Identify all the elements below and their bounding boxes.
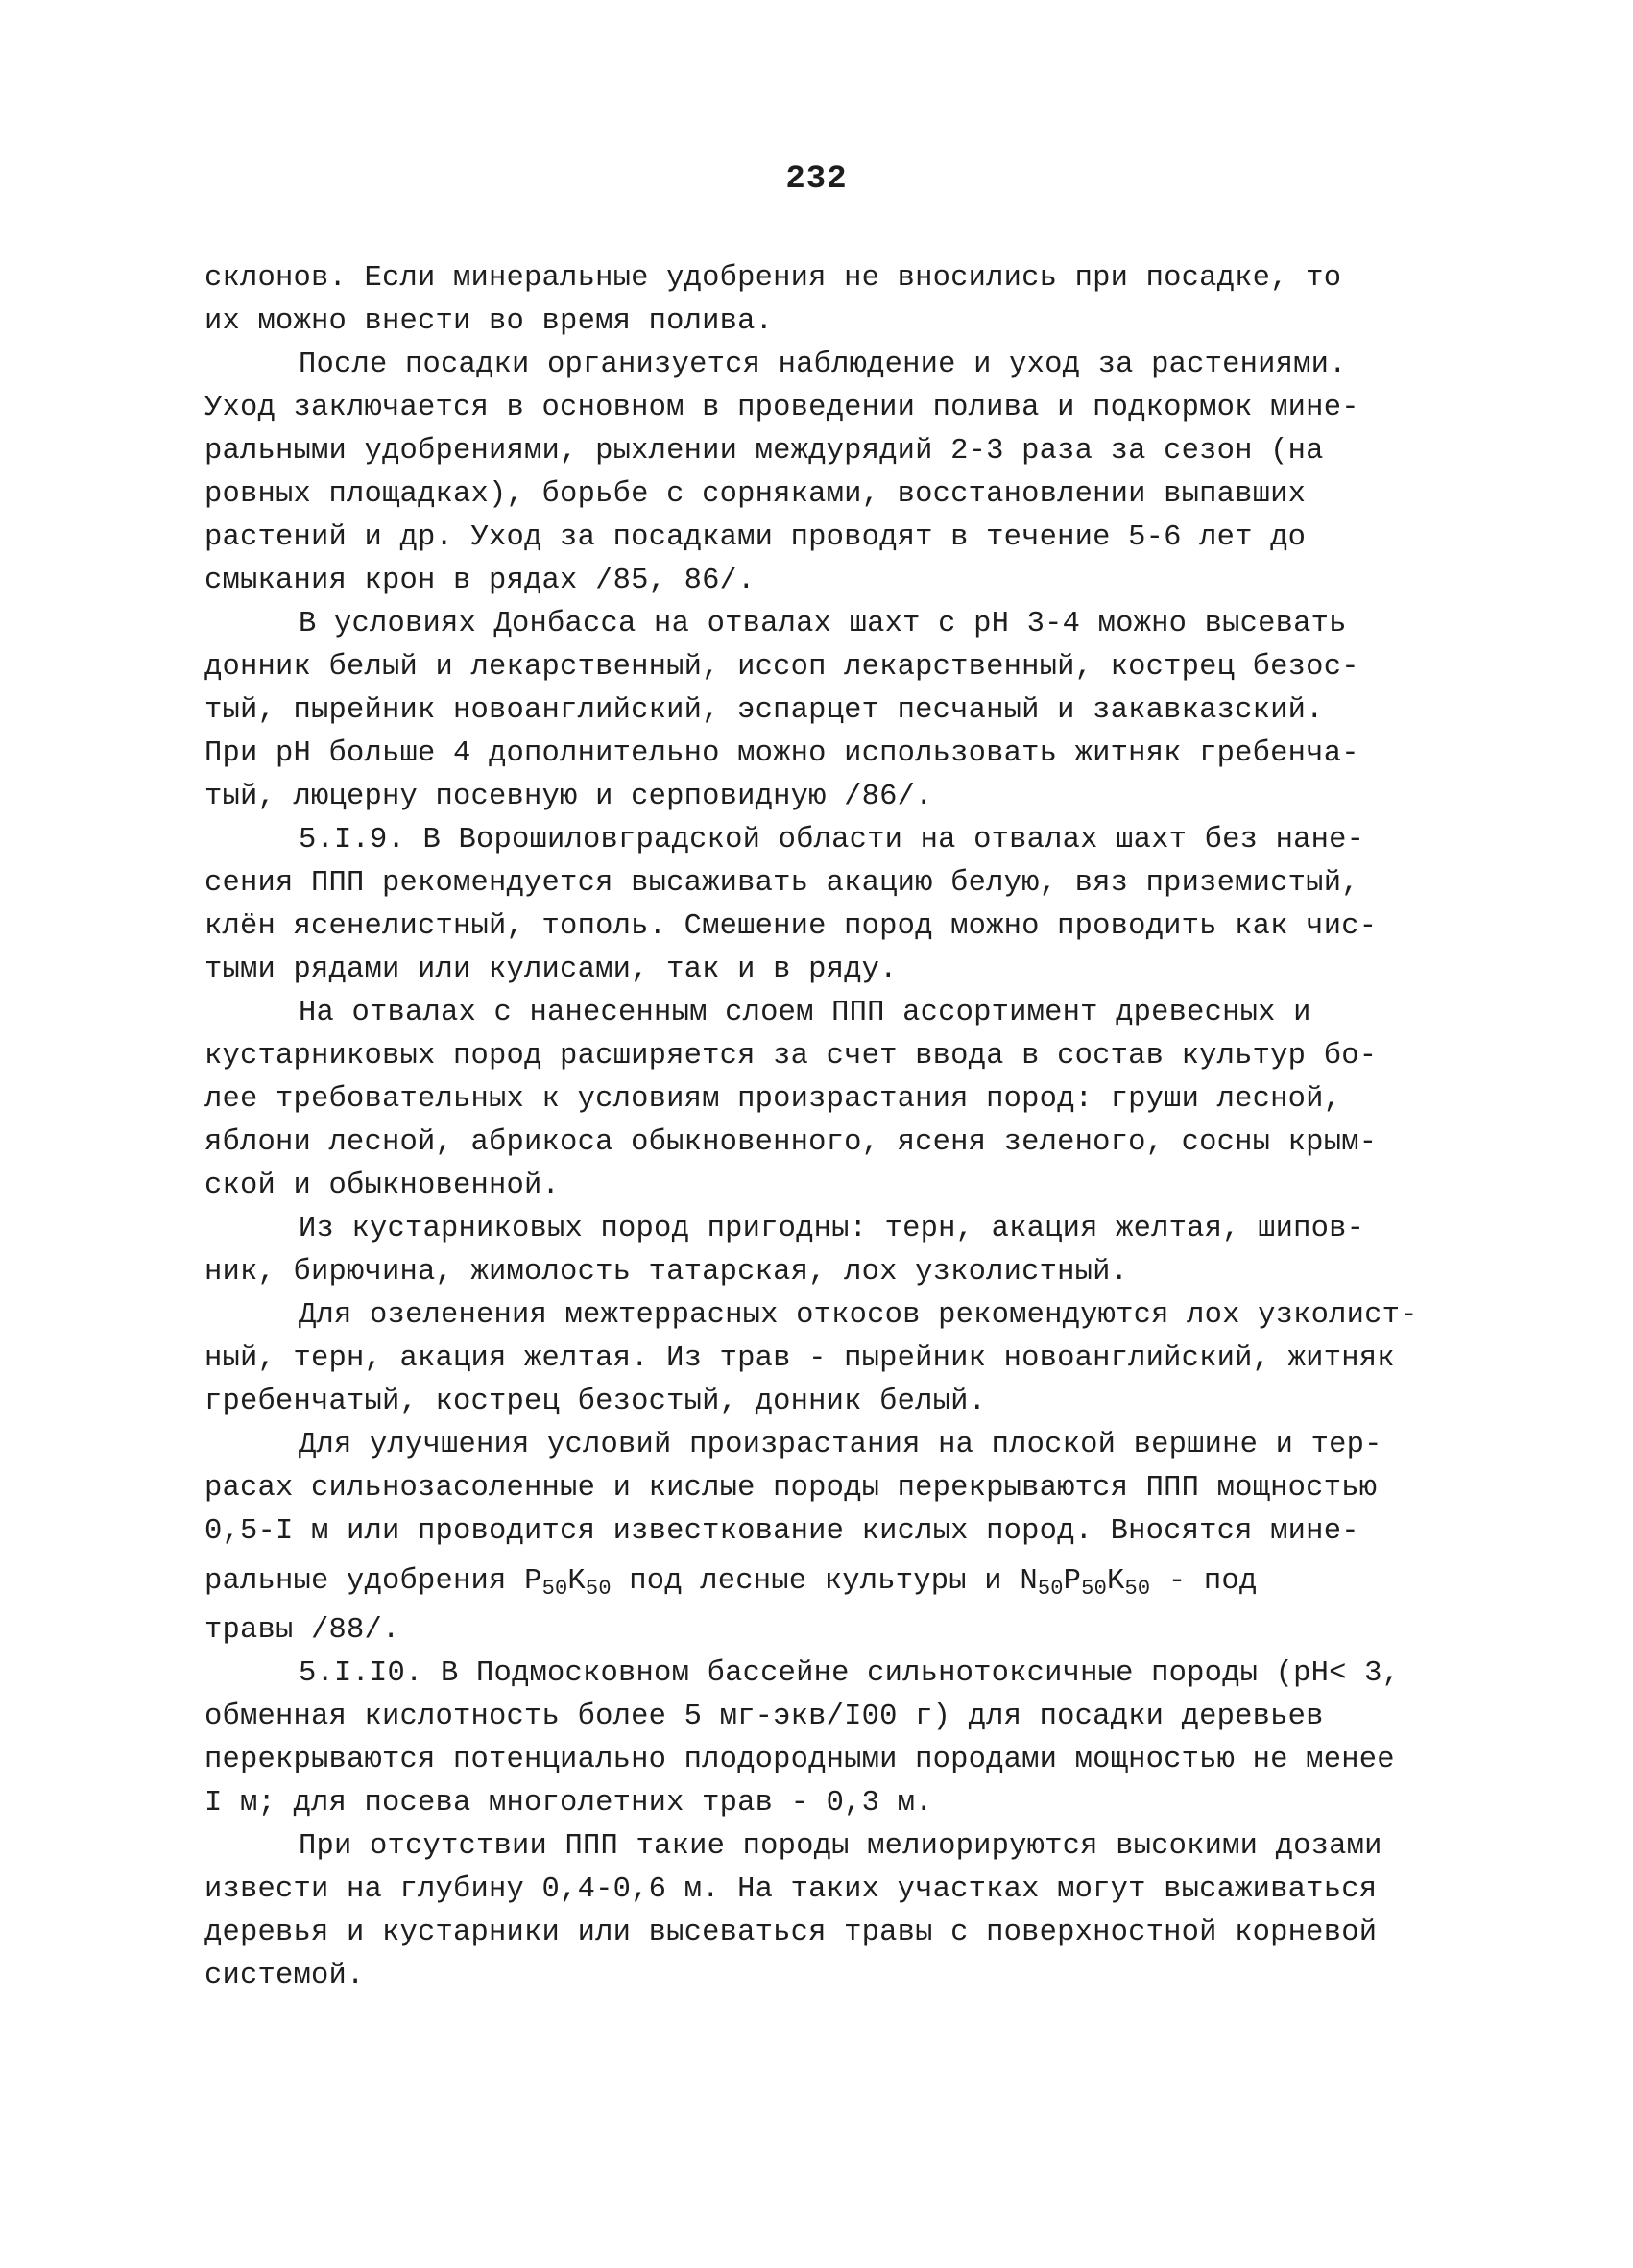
text-fragment: ральные удобрения xyxy=(204,1565,507,1598)
text-line: растений и др. Уход за посадками проводят в течение 5-6 лет до xyxy=(204,521,1307,554)
text-line: извести на глубину 0,4-0,6 м. На таких участках могут высаживаться xyxy=(204,1873,1378,1906)
text-line: системой. xyxy=(204,1960,365,1992)
text-line: склонов. Если минеральные удобрения не вносились при посадке, то xyxy=(204,262,1342,295)
text-fragment: - под xyxy=(1167,1565,1258,1598)
text-line: тый, люцерну посевную и серповидную /86/. xyxy=(204,781,933,813)
text-line: яблони лесной, абрикоса обыкновенного, ясеня зеленого, сосны крым- xyxy=(204,1126,1378,1159)
text-line: 5.I.9. В Ворошиловградской области на отвалах шахт без нане- xyxy=(299,824,1365,857)
text-line: кустарниковых пород расширяется за счет ввода в состав культур бо- xyxy=(204,1040,1378,1073)
body-text xyxy=(204,257,1433,1998)
text-line: донник белый и лекарственный, иссоп лекарственный, кострец безос- xyxy=(204,651,1359,684)
text-line: тыми рядами или кулисами, так и в ряду. xyxy=(204,953,898,986)
text-line: гребенчатый, кострец безостый, донник белый. xyxy=(204,1386,987,1418)
text-line: тый, пырейник новоанглийский, эспарцет песчаный и закавказский. xyxy=(204,694,1324,727)
text-line: Для улучшения условий произрастания на плоской вершине и тер- xyxy=(299,1429,1382,1461)
page-number: 232 xyxy=(785,161,848,198)
text-line: смыкания крон в рядах /85, 86/. xyxy=(204,565,756,597)
text-line: При рН больше 4 дополнительно можно использовать житняк гребенча- xyxy=(204,737,1359,770)
text-line: 0,5-I м или проводится известкование кислых пород. Вносятся мине- xyxy=(204,1515,1359,1548)
text-line: Для озеленения межтеррасных откосов рекомендуются лох узколист- xyxy=(299,1299,1418,1332)
text-line: ный, терн, акация желтая. Из трав - пырейник новоанглийский, житняк xyxy=(204,1342,1395,1375)
text-line: деревья и кустарники или высеваться травы с поверхностной корневой xyxy=(204,1917,1378,1949)
text-line: При отсутствии ППП такие породы мелиорируются высокими дозами xyxy=(299,1830,1382,1863)
text-line: травы /88/. xyxy=(204,1614,400,1647)
text-line: После посадки организуется наблюдение и уход за растениями. xyxy=(299,349,1347,381)
text-line: ской и обыкновенной. xyxy=(204,1170,561,1202)
formula-line xyxy=(204,1554,1433,1609)
text-line: обменная кислотность более 5 мг-экв/I00 г) для посадки деревьев xyxy=(204,1701,1324,1733)
text-line: лее требовательных к условиям произрастания пород: груши лесной, xyxy=(204,1083,1342,1116)
text-line: Уход заключается в основном в проведении полива и подкормок мине- xyxy=(204,392,1359,424)
formula-npk: $N_{50}P_{50}K_{50}$ xyxy=(1020,1565,1151,1601)
text-line: ник, бирючина, жимолость татарская, лох узколистный. xyxy=(204,1256,1129,1289)
text-line: клён ясенелистный, тополь. Смешение пород можно проводить как чис- xyxy=(204,910,1378,943)
text-line: На отвалах с нанесенным слоем ППП ассортимент древесных и xyxy=(299,997,1311,1029)
text-line: расах сильнозасоленные и кислые породы перекрываются ППП мощностью xyxy=(204,1472,1378,1505)
text-line: В условиях Донбасса на отвалах шахт с рН 3-4 можно высевать xyxy=(299,608,1347,640)
text-line: I м; для посева многолетних трав - 0,3 м. xyxy=(204,1787,933,1820)
text-line: сения ППП рекомендуется высаживать акацию белую, вяз приземистый, xyxy=(204,867,1359,900)
text-line: перекрываются потенциально плодородными породами мощностью не менее xyxy=(204,1744,1395,1776)
text-fragment: под лесные культуры и xyxy=(629,1565,1002,1598)
text-line: 5.I.I0. В Подмосковном бассейне сильнотоксичные породы (рН< 3, xyxy=(299,1657,1401,1690)
text-line: Из кустарниковых пород пригодны: терн, акация желтая, шипов- xyxy=(299,1213,1365,1245)
text-line: ровных площадках), борьбе с сорняками, восстановлении выпавших xyxy=(204,478,1307,511)
text-line: их можно внести во время полива. xyxy=(204,305,774,338)
formula-pk: $P_{50}K_{50}$ xyxy=(524,1565,612,1601)
text-line: ральными удобрениями, рыхлении междурядий 2-3 раза за сезон (на xyxy=(204,435,1324,468)
